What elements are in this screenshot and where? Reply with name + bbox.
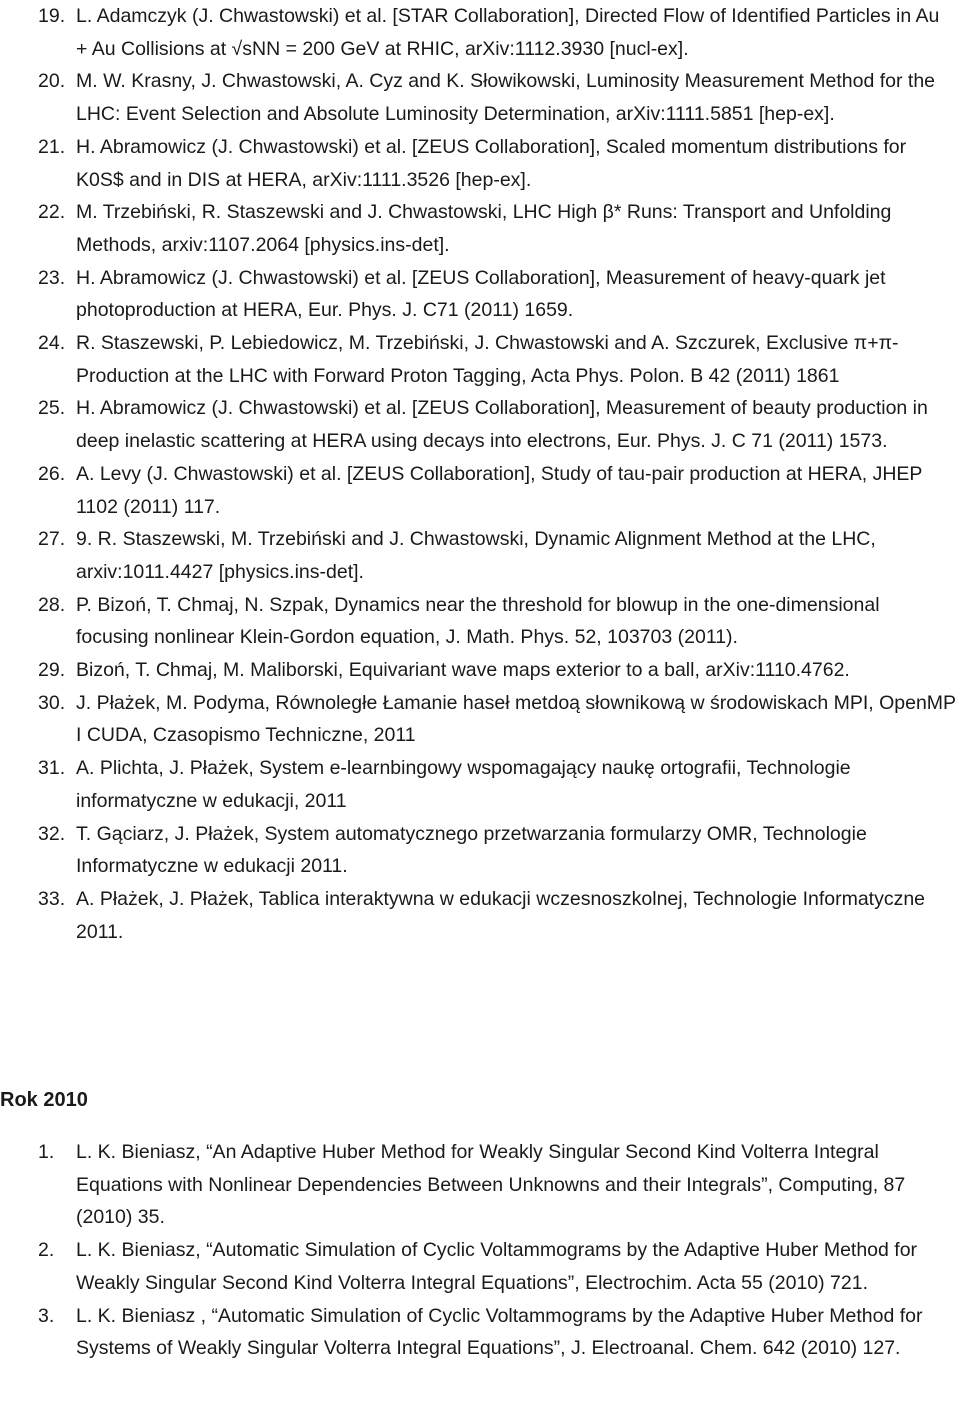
reference-number: 20. [38, 70, 66, 93]
reference-item [0, 818, 960, 883]
reference-number: 29. [38, 659, 66, 682]
reference-item [0, 327, 960, 392]
reference-item [0, 262, 960, 327]
reference-number: 23. [38, 266, 66, 289]
reference-item [0, 523, 960, 588]
reference-number: 21. [38, 135, 66, 158]
reference-item [0, 1300, 960, 1365]
reference-text: M. W. Krasny, J. Chwastowski, A. Cyz and K. Słowikowski, Luminosity Measurement Method for the LHC: Event Selection and Absolute Luminosity Determination, arXiv:1111.5851 [hep-ex]. [76, 70, 936, 126]
reference-text: Bizoń, T. Chmaj, M. Maliborski, Equivariant wave maps exterior to a ball, arXiv:1110.4762. [76, 659, 850, 682]
reference-number: 27. [38, 528, 66, 551]
reference-item [0, 589, 960, 654]
reference-item [0, 196, 960, 261]
reference-text: H. Abramowicz (J. Chwastowski) et al. [ZEUS Collaboration], Measurement of beauty production in deep inelastic scattering at HERA using decays into electrons, Eur. Phys. J. C 71 (2011) 1573. [76, 397, 928, 453]
reference-number: 31. [38, 757, 66, 780]
reference-list-2010 [0, 1136, 960, 1365]
reference-item [0, 752, 960, 817]
reference-number: 1. [38, 1141, 55, 1163]
reference-item [0, 131, 960, 196]
reference-text: T. Gąciarz, J. Płażek, System automatycznego przetwarzania formularzy OMR, Technologie Informatyczne w edukacji 2011. [76, 822, 867, 878]
reference-text: H. Abramowicz (J. Chwastowski) et al. [ZEUS Collaboration], Measurement of heavy-quark jet photoproduction at HERA, Eur. Phys. J. C71 (2011) 1659. [76, 266, 886, 322]
reference-text: L. K. Bieniasz, “Automatic Simulation of Cyclic Voltammograms by the Adaptive Huber Method for Weakly Singular Second Kind Volterra Integral Equations”, Electrochim. Acta 55 (2010) 721. [76, 1239, 918, 1294]
reference-number: 24. [38, 332, 66, 355]
reference-item [0, 392, 960, 457]
reference-item [0, 0, 960, 65]
reference-text: L. K. Bieniasz, “An Adaptive Huber Method for Weakly Singular Second Kind Volterra Integral Equations with Nonlinear Dependencies Between Unknowns and their Integrals”, Computing, 87 (2010) 35. [76, 1141, 906, 1229]
reference-number: 33. [38, 887, 66, 910]
reference-text: L. K. Bieniasz , “Automatic Simulation of Cyclic Voltammograms by the Adaptive Huber Method for Systems of Weakly Singular Volterra Integral Equations”, J. Electroanal. Chem. 642 (2010) 127. [76, 1304, 923, 1360]
reference-item [0, 687, 960, 752]
reference-item [0, 65, 960, 130]
reference-item [0, 654, 960, 687]
reference-number: 32. [38, 822, 66, 845]
reference-text: J. Płażek, M. Podyma, Równoległe Łamanie haseł metdoą słownikową w środowiskach MPI, OpenMP I CUDA, Czasopismo Techniczne, 2011 [76, 691, 956, 747]
reference-text: A. Plichta, J. Płażek, System e-learnbingowy wspomagający naukę ortografii, Technologie informatyczne w edukacji, 2011 [76, 757, 851, 812]
reference-number: 3. [38, 1304, 55, 1327]
reference-text: A. Levy (J. Chwastowski) et al. [ZEUS Collaboration], Study of tau-pair production at HERA, JHEP 1102 (2011) 117. [76, 462, 923, 518]
reference-text: 9. R. Staszewski, M. Trzebiński and J. Chwastowski, Dynamic Alignment Method at the LHC, arxiv:1011.4427 [physics.ins-det]. [76, 528, 876, 583]
reference-item [0, 883, 960, 948]
section-heading-rok-2010: Rok 2010 [0, 1089, 88, 1111]
reference-number: 22. [38, 201, 66, 224]
reference-number: 30. [38, 691, 66, 714]
reference-text: H. Abramowicz (J. Chwastowski) et al. [ZEUS Collaboration], Scaled momentum distributions for K0S$ and in DIS at HERA, arXiv:1111.3526 [hep-ex]. [76, 135, 907, 191]
reference-item [0, 1234, 960, 1299]
reference-item [0, 458, 960, 523]
reference-text: R. Staszewski, P. Lebiedowicz, M. Trzebiński, J. Chwastowski and A. Szczurek, Exclusive π+π- Production at the LHC with Forward Proton Tagging, Acta Phys. Polon. B 42 (2011) 1861 [76, 332, 899, 387]
reference-item [0, 1136, 960, 1234]
reference-text: A. Płażek, J. Płażek, Tablica interaktywna w edukacji wczesnoszkolnej, Technologie Informatyczne 2011. [76, 887, 926, 943]
reference-number: 19. [38, 5, 66, 27]
reference-text: P. Bizoń, T. Chmaj, N. Szpak, Dynamics near the threshold for blowup in the one-dimensional focusing nonlinear Klein-Gordon equation, J. Math. Phys. 52, 103703 (2011). [76, 593, 880, 649]
reference-number: 28. [38, 593, 66, 616]
reference-text: L. Adamczyk (J. Chwastowski) et al. [STAR Collaboration], Directed Flow of Identified Particles in Au + Au Collisions at √sNN = 200 GeV at RHIC, arXiv:1112.3930 [nucl-ex]. [76, 5, 940, 60]
reference-number: 25. [38, 397, 66, 420]
reference-number: 2. [38, 1239, 55, 1262]
reference-text: M. Trzebiński, R. Staszewski and J. Chwastowski, LHC High β* Runs: Transport and Unfolding Methods, arxiv:1107.2064 [physics.ins-det]. [76, 201, 892, 256]
reference-number: 26. [38, 462, 66, 485]
